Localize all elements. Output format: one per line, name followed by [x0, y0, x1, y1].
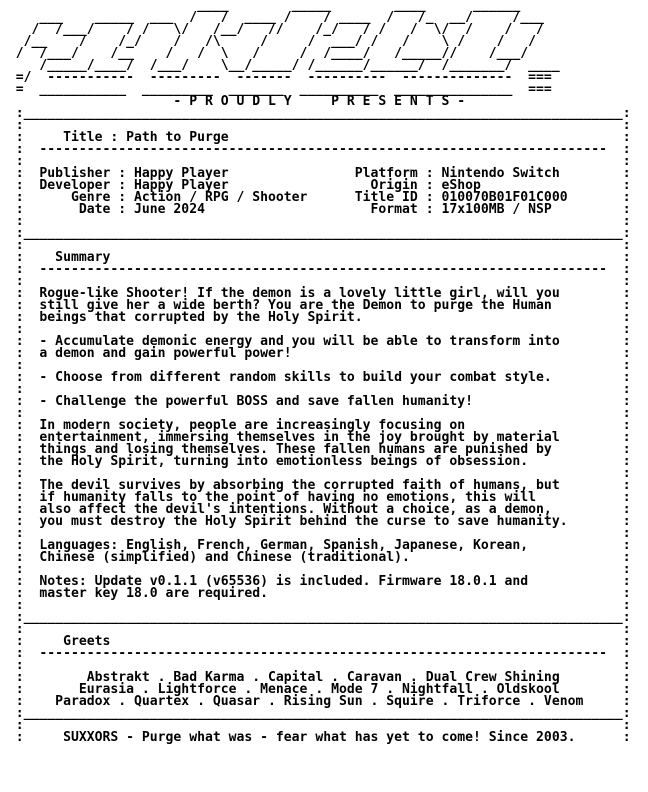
info-row: : Genre : Action / RPG / Shooter Title ID : 010070B01F01C000 : — [0, 190, 631, 205]
summary-rule: : ------------------------------------------------------------------------ : — [0, 262, 631, 277]
logo-art-line: /_____/____/ /___/ \__/_____/ /______/______/ /_______/ ____ — [0, 58, 560, 73]
summary-line: : a demon and gain powerful power! : — [0, 346, 631, 361]
divider: :____________________________________________________________________________: — [0, 106, 631, 121]
summary-line: : the Holy Spirit, turning into emotionless beings of obsession. : — [0, 454, 631, 469]
frame-spacer: : : — [0, 214, 631, 229]
summary-line: : also affect the devil's intentions. Without a choice, as a demon, : — [0, 502, 631, 517]
info-row: : Date : June 2024 Format : 17x100MB / NSP : — [0, 202, 631, 217]
summary-line: : if humanity falls to the point of having no emotions, this will : — [0, 490, 631, 505]
summary-line: : things and losing themselves. These fallen humans are punished by : — [0, 442, 631, 457]
summary-line: : - Accumulate demonic energy and you will be able to transform into : — [0, 334, 631, 349]
frame-spacer: : : — [0, 658, 631, 673]
summary-line: : Notes: Update v0.1.1 (v65536) is included. Firmware 18.0.1 and : — [0, 574, 631, 589]
summary-heading: : Summary : — [0, 250, 631, 265]
summary-line: : - Challenge the powerful BOSS and save fallen humanity! : — [0, 394, 631, 409]
summary-line: : master key 18.0 are required. : — [0, 586, 631, 601]
summary-line: : entertainment, immersing themselves in the joy brought by material : — [0, 430, 631, 445]
summary-line: : In modern society, people are increasingly focusing on : — [0, 418, 631, 433]
frame-spacer: : : — [0, 118, 631, 133]
frame-spacer: : : — [0, 322, 631, 337]
logo-art-line: / /___/ / / \/ /__/ // /_/ / / / \/ / / / — [0, 22, 544, 37]
frame-spacer: : : — [0, 154, 631, 169]
logo-art-line: = ___________ _________ _______ __________ _______________ === — [0, 82, 552, 97]
summary-line: : Rogue-like Shooter! If the demon is a lovely little girl, will you : — [0, 286, 631, 301]
divider: :____________________________________________________________________________: — [0, 706, 631, 721]
greets-heading: : Greets : — [0, 634, 631, 649]
logo-art-line: =/ ----------- --------- ------- ---------- -------------- === — [0, 70, 552, 85]
logo-art-line: ___ _____ ___ / / ____ / / ____ / /_ __/ /___ — [0, 10, 544, 25]
footer-text: : SUXXORS - Purge what was - fear what has yet to come! Since 2003. : — [0, 730, 631, 745]
info-row: : Developer : Happy Player Origin : eShop : — [0, 178, 631, 193]
frame-spacer: : : — [0, 382, 631, 397]
frame-spacer: : : — [0, 562, 631, 577]
frame-spacer: : : — [0, 466, 631, 481]
frame-spacer: : : — [0, 718, 631, 733]
info-row: : Publisher : Happy Player Platform : Nintendo Switch : — [0, 166, 631, 181]
frame-spacer: : : — [0, 598, 631, 613]
summary-line: : Languages: English, French, German, Spanish, Japanese, Korean, : — [0, 538, 631, 553]
divider: :____________________________________________________________________________: — [0, 610, 631, 625]
frame-spacer: : : — [0, 406, 631, 421]
frame-spacer: : : — [0, 274, 631, 289]
frame-spacer: : : — [0, 238, 631, 253]
summary-line: : you must destroy the Holy Spirit behind the curse to save humanity. : — [0, 514, 631, 529]
greets-rule: : ------------------------------------------------------------------------ : — [0, 646, 631, 661]
summary-line: : The devil survives by absorbing the corrupted faith of humans, but : — [0, 478, 631, 493]
summary-line: : - Choose from different random skills to build your combat style. : — [0, 370, 631, 385]
greets-line: : Eurasia . Lightforce . Menace . Mode 7 . Nightfall . Oldskool : — [0, 682, 631, 697]
logo-art-line: /__ / /_/ / /\ / / ___/ / / \ / / / — [0, 34, 537, 49]
frame-spacer: : : — [0, 622, 631, 637]
frame-spacer: : : — [0, 358, 631, 373]
info-title: : Title : Path to Purge : — [0, 130, 631, 145]
tagline: - P R O U D L Y P R E S E N T S - — [0, 94, 466, 109]
info-rule: : ------------------------------------------------------------------------ : — [0, 142, 631, 157]
greets-line: : Paradox . Quartex . Quasar . Rising Sun . Squire . Triforce . Venom : — [0, 694, 631, 709]
summary-line: : Chinese (simplified) and Chinese (traditional). : — [0, 550, 631, 565]
summary-line: : beings that corrupted by the Holy Spirit. : — [0, 310, 631, 325]
frame-spacer: : : — [0, 526, 631, 541]
greets-line: : Abstrakt . Bad Karma . Capital . Caravan . Dual Crew Shining : — [0, 670, 631, 685]
logo-art-line: / /___/ /__ / / \ / / /____/ /_____// /___/ — [0, 46, 529, 61]
logo-art-line: ____ _____ ____ ______ — [0, 0, 521, 13]
divider: :____________________________________________________________________________: — [0, 226, 631, 241]
summary-line: : still give her a wide berth? You are the Demon to purge the Human : — [0, 298, 631, 313]
